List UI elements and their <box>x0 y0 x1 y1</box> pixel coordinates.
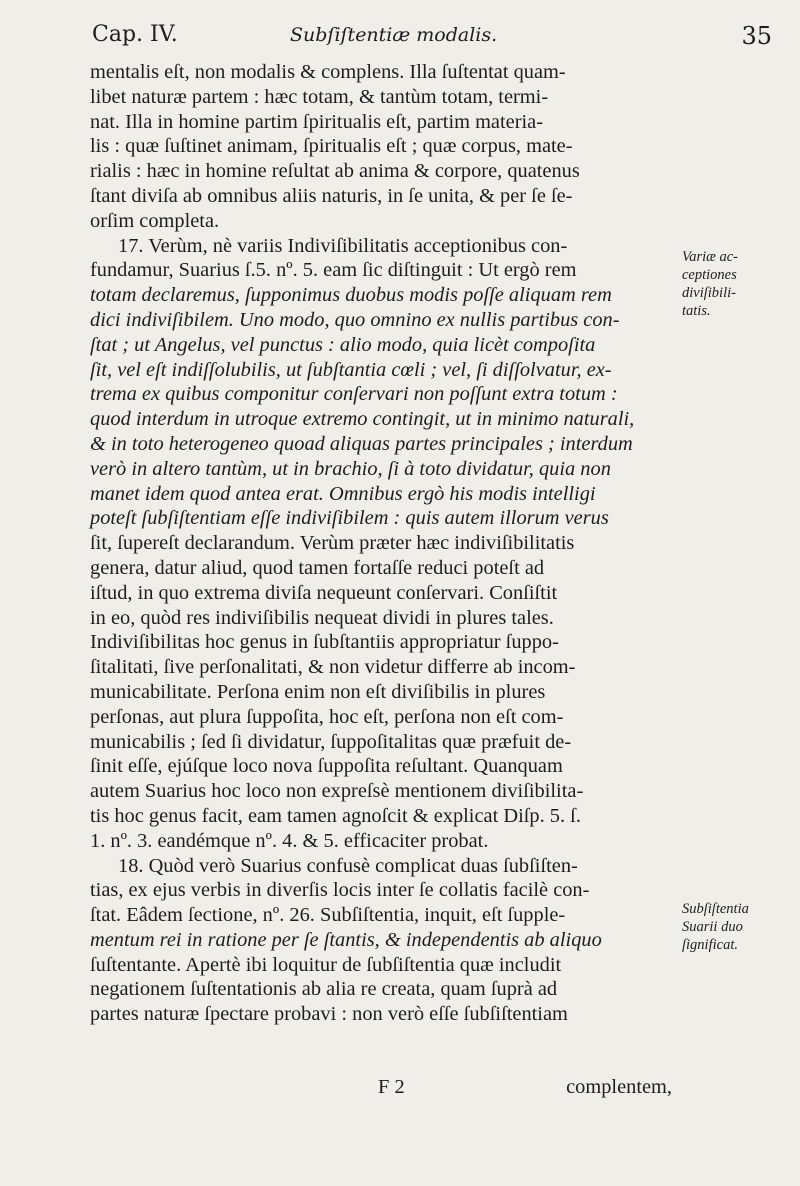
text-line: poteſt ſubſiſtentiam eſſe indiviſibilem : quis autem illorum verus <box>90 507 609 530</box>
text-line: ſitalitati, ſive perſonalitati, & non videtur differre ab incom- <box>90 656 576 679</box>
margin-note-acceptiones <box>682 248 792 320</box>
text-line: in eo, quòd res indiviſibilis nequeat dividi in plures tales. <box>90 606 554 629</box>
text-line: trema ex quibus componitur conſervari non poſſunt extra totum : <box>90 383 618 406</box>
margin-note-line: diviſibili- <box>682 285 736 301</box>
text-line: nat. Illa in homine partim ſpiritualis eſt, partim materia- <box>90 110 543 133</box>
signature-mark: F 2 <box>378 1076 405 1098</box>
text-line: ſtant diviſa ab omnibus aliis naturis, in ſe unita, & per ſe ſe- <box>90 184 573 207</box>
margin-note-line: ſignificat. <box>682 937 738 953</box>
margin-note-line: ceptiones <box>682 267 737 283</box>
text-line: autem Suarius hoc loco non expreſsè mentionem diviſibilita- <box>90 780 584 803</box>
running-header <box>92 22 772 56</box>
text-line: mentum rei in ratione per ſe ſtantis, & independentis ab aliquo <box>90 928 602 951</box>
text-line: iſtud, in quo extrema diviſa nequeunt conſervari. Conſiſtit <box>90 581 558 604</box>
text-line: Indiviſibilitas hoc genus in ſubſtantiis appropriatur ſuppo- <box>90 631 559 654</box>
text-line: ſinit eſſe, ejúſque loco nova ſuppoſita reſultant. Quanquam <box>90 755 563 778</box>
margin-note-line: Subſiſtentia <box>682 901 749 917</box>
text-line: municabilitate. Perſona enim non eſt diviſibilis in plures <box>90 680 546 703</box>
margin-note-subsistentia <box>682 900 792 954</box>
text-line: & in toto heterogeneo quoad aliquas partes principales ; interdum <box>90 432 633 455</box>
running-title: Subſiſtentiæ modalis. <box>290 24 498 46</box>
text-line: tis hoc genus facit, eam tamen agnoſcit & explicat Diſp. 5. ſ. <box>90 804 581 827</box>
text-line: verò in altero tantùm, ut in brachio, ſi à toto dividatur, quia non <box>90 457 611 480</box>
text-line: libet naturæ partem : hæc totam, & tantùm totam, termi- <box>90 85 549 108</box>
text-line: totam declaremus, ſupponimus duobus modis poſſe aliquam rem <box>90 284 612 307</box>
text-line: ſtat ; ut Angelus, vel punctus : alio modo, quia licèt compoſita <box>90 333 596 356</box>
text-line: partes naturæ ſpectare probavi : non verò eſſe ſubſiſtentiam <box>90 1003 568 1026</box>
text-line: ſuſtentante. Apertè ibi loquitur de ſubſiſtentia quæ includit <box>90 953 562 976</box>
main-text <box>90 60 672 1027</box>
text-line: lis : quæ ſuſtinet animam, ſpiritualis eſt ; quæ corpus, mate- <box>90 135 573 158</box>
text-line: orſim completa. <box>90 209 220 232</box>
text-line: manet idem quod antea erat. Omnibus ergò his modis intelligi <box>90 482 596 505</box>
text-line: tias, ex ejus verbis in diverſis locis inter ſe collatis facilè con- <box>90 879 590 902</box>
margin-note-line: Suarii duo <box>682 919 743 935</box>
page-number: 35 <box>741 22 772 50</box>
text-line: genera, datur aliud, quod tamen fortaſſe reduci poteſt ad <box>90 556 545 579</box>
text-line: negationem ſuſtentationis ab alia re creata, quam ſuprà ad <box>90 978 558 1001</box>
text-line: municabilis ; ſed ſi dividatur, ſuppoſitalitas quæ præfuit de- <box>90 730 572 753</box>
text-line: 17. Verùm, nè variis Indiviſibilitatis acceptionibus con- <box>118 234 568 257</box>
text-line: 18. Quòd verò Suarius confusè complicat duas ſubſiſten- <box>118 854 578 877</box>
text-line: 1. nº. 3. eandémque nº. 4. & 5. efficaciter probat. <box>90 829 489 852</box>
catchword: complentem, <box>566 1076 672 1098</box>
text-line: rialis : hæc in homine reſultat ab anima & corpore, quatenus <box>90 160 580 183</box>
text-line: dici indiviſibilem. Uno modo, quo omnino ex nullis partibus con- <box>90 308 620 331</box>
text-line: fundamur, Suarius ſ.5. nº. 5. eam ſic diſtinguit : Ut ergò rem <box>90 259 577 282</box>
text-line: quod interdum in utroque extremo contingit, ut in minimo naturali, <box>90 408 635 431</box>
text-line: ſit, vel eſt indiſſolubilis, ut ſubſtantia cœli ; vel, ſi diſſolvatur, ex- <box>90 358 612 381</box>
page-footer <box>90 1076 672 1106</box>
chapter-label: Cap. IV. <box>92 22 178 47</box>
text-line: mentalis eſt, non modalis & complens. Illa ſuſtentat quam- <box>90 61 566 83</box>
margin-note-line: tatis. <box>682 303 711 319</box>
text-line: ſit, ſupereſt declarandum. Verùm præter hæc indiviſibilitatis <box>90 532 575 555</box>
text-line: perſonas, aut plura ſuppoſita, hoc eſt, perſona non eſt com- <box>90 705 564 728</box>
margin-note-line: Variæ ac- <box>682 249 738 265</box>
text-line: ſtat. Eâdem ſectione, nº. 26. Subſiſtentia, inquit, eſt ſupple- <box>90 904 566 927</box>
